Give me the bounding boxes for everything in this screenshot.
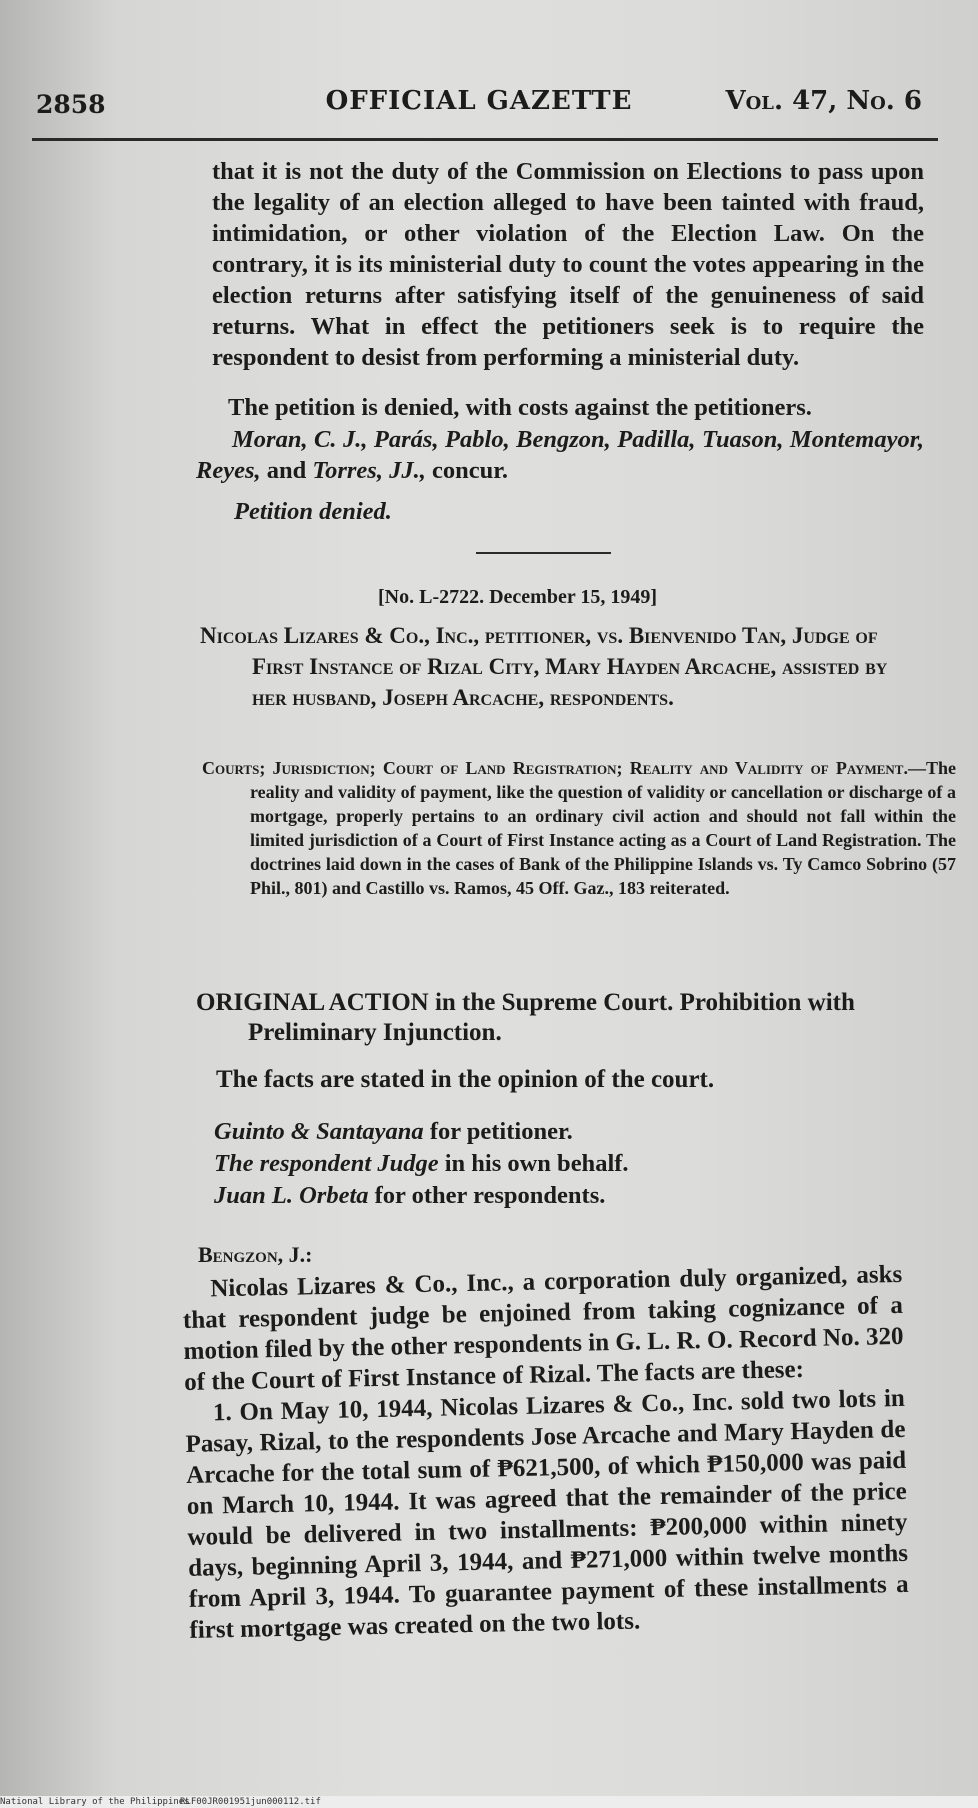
- counsel-name: Juan L. Orbeta: [214, 1182, 369, 1209]
- caption-text: Nicolas Lizares & Co., Inc., petitioner, vs. Bienvenido Tan, Judge of First Instance of Rizal City, Mary Hayden Arcache, assisted by her husband, Joseph Arcache, respondents.: [200, 623, 888, 710]
- syllabus: [202, 756, 956, 900]
- library-credit: National Library of the Philippines: [0, 1797, 190, 1807]
- concurrence-tail: concur.: [431, 457, 508, 484]
- counsel-role: for petitioner.: [429, 1118, 573, 1145]
- running-head: [36, 82, 922, 122]
- counsel-line: [214, 1118, 573, 1146]
- header-rule: [32, 138, 938, 141]
- opinion-paragraph: Nicolas Lizares & Co., Inc., a corporation duly organized, asks that respondent judge be enjoined from taking cognizance of a motion filed by the other respondents in G. L. R. O. Record No. 320 of the Court of First Instance of Rizal. The facts are these:: [182, 1260, 904, 1396]
- counsel-role: for other respondents.: [374, 1182, 606, 1209]
- counsel-name: Guinto & Santayana: [214, 1118, 424, 1145]
- ponente: Bengzon, J.:: [198, 1242, 313, 1267]
- section-divider: [476, 552, 611, 554]
- facts-statement: The facts are stated in the opinion of the court.: [216, 1066, 715, 1093]
- case-caption: [200, 620, 912, 713]
- scan-footer: [0, 1796, 978, 1808]
- concurring-justices: Moran, C. J., Parás, Pablo, Bengzon, Padilla, Tuason, Montemayor, Reyes,: [196, 426, 924, 484]
- opening-paragraph: that it is not the duty of the Commission on Elections to pass upon the legality of an election alleged to have been tainted with fraud, intimidation, or other violation of the Election Law. On the contrary, it is its ministerial duty to count the votes appearing in the election returns after satisfying itself of the genuineness of said returns. What in effect the petitioners seek is to require the respondent to desist from performing a ministerial duty.: [212, 158, 924, 371]
- scan-filename: RLF00JR001951jun000112.tif: [180, 1797, 321, 1807]
- case-number: [No. L-2722. December 15, 1949]: [378, 586, 658, 608]
- disposition: The petition is denied, with costs against the petitioners.: [228, 394, 812, 421]
- counsel-line: [214, 1182, 605, 1210]
- counsel-name: The respondent Judge: [214, 1150, 439, 1177]
- volume-number: Vol. 47, No. 6: [725, 86, 922, 116]
- concurring-justice-last: Torres, JJ.,: [312, 457, 426, 484]
- opinion-body: [182, 1259, 910, 1646]
- counsel-line: [214, 1150, 629, 1178]
- syllabus-text: —The reality and validity of payment, like the question of validity or cancellation or discharge of a mortgage, properly pertains to an ordinary civil action and should not fall within the limited jurisdiction of a Court of First Instance acting as a Court of Land Registration. The doctrines laid down in the cases of Bank of the Philippine Islands vs. Ty Camco Sobrino (57 Phil., 801) and Castillo vs. Ramos, 45 Off. Gaz., 183 reiterated.: [250, 758, 956, 898]
- original-action: ORIGINAL ACTION in the Supreme Court. Prohibition with Preliminary Injunction.: [196, 989, 855, 1046]
- publication-title: OFFICIAL GAZETTE: [325, 86, 633, 116]
- result: Petition denied.: [234, 498, 392, 525]
- counsel-role: in his own behalf.: [444, 1150, 629, 1177]
- page-number: 2858: [36, 90, 106, 119]
- concurrence: [196, 424, 924, 486]
- opinion-paragraph: 1. On May 10, 1944, Nicolas Lizares & Co., Inc. sold two lots in Pasay, Rizal, to the respondents Jose Arcache and Mary Hayden de Arcache for the total sum of ₱621,500, of which ₱150,000 was paid on March 10, 1944. It was agreed that the remainder of the price would be delivered in two installments: ₱200,000 within ninety days, beginning April 3, 1944, and ₱271,000 within twelve months from April 3, 1944. To guarantee payment of these installments a first mortgage was created on the two lots.: [185, 1384, 909, 1644]
- concurrence-and: and: [266, 457, 307, 484]
- syllabus-heading: Courts; Jurisdiction; Court of Land Registration; Reality and Validity of Payment.: [202, 758, 908, 778]
